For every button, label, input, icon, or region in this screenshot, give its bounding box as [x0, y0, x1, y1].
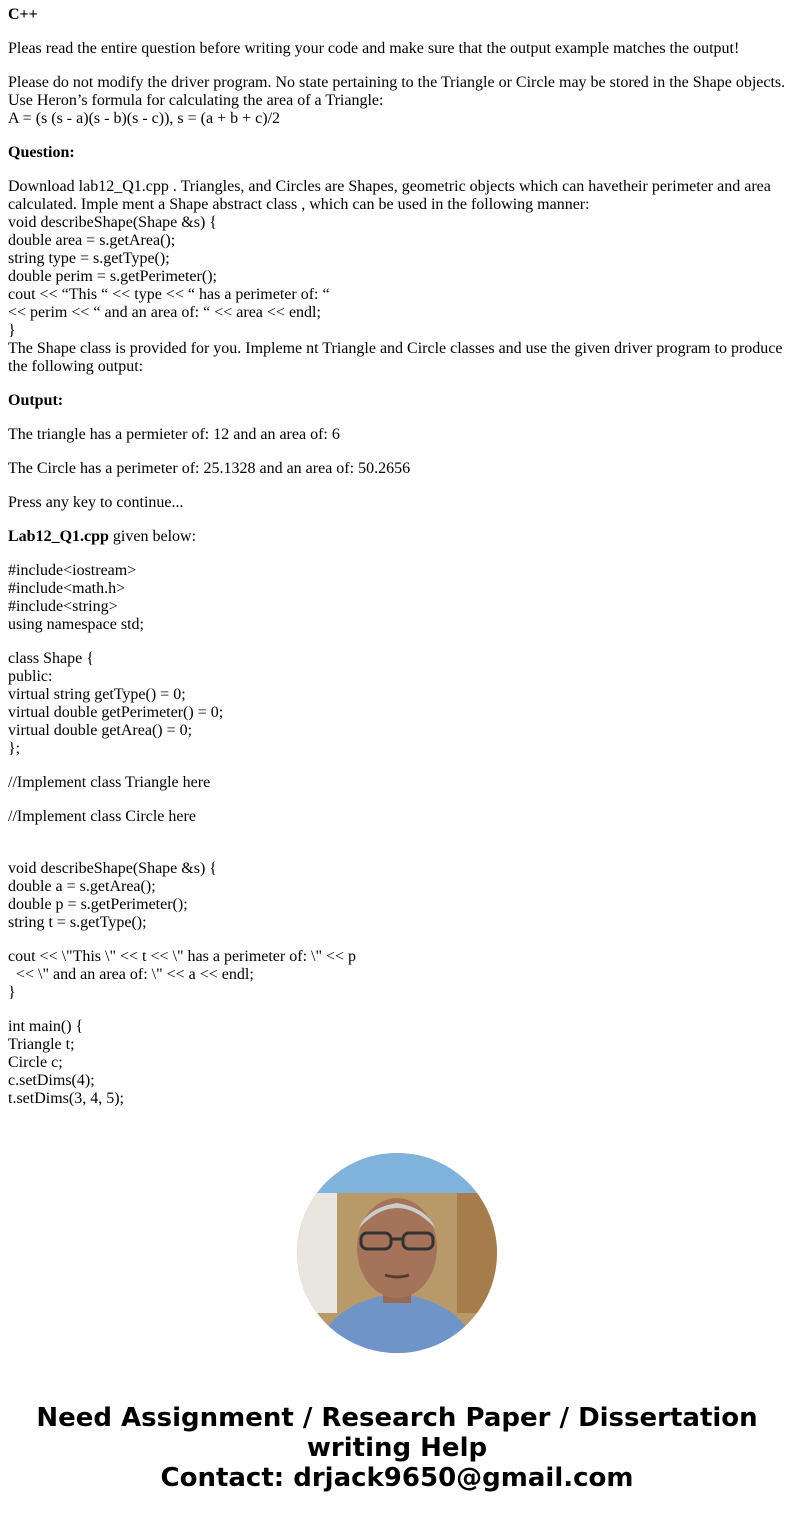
file-name: Lab12_Q1.cpp [8, 528, 109, 545]
text-line: Circle c; [8, 1054, 63, 1071]
paragraph [8, 808, 788, 826]
text-line: cout << \"This \" << t << \" has a perimeter of: \" << p [8, 948, 357, 965]
text-line: Triangle t; [8, 1036, 75, 1053]
text-line: The triangle has a permieter of: 12 and an area of: 6 [8, 426, 340, 443]
text-line: virtual string getType() = 0; [8, 686, 186, 703]
text-line: Pleas read the entire question before writing your code and make sure that the output example matches the output! [8, 40, 740, 57]
paragraph [8, 426, 788, 444]
text-line: void describeShape(Shape &s) { [8, 860, 217, 877]
paragraph [8, 74, 788, 128]
paragraph [8, 144, 788, 162]
text-line: C++ [8, 6, 38, 23]
text-line: double area = s.getArea(); [8, 232, 176, 249]
text-line: Download lab12_Q1.cpp . Triangles, and Circles are Shapes, geometric objects which can havetheir perimeter and area calculated. Imple ment a Shape abstract class , which can be used in the following manner: [8, 178, 775, 213]
paragraph [8, 528, 788, 546]
paragraph [8, 1018, 788, 1108]
text-line: The Shape class is provided for you. Impleme nt Triangle and Circle classes and use the given driver program to produce the following output: [8, 340, 787, 375]
tutor-photo [297, 1153, 497, 1353]
text-line: #include<string> [8, 598, 118, 615]
paragraph [8, 562, 788, 634]
text-line: } [8, 984, 16, 1001]
text-line: virtual double getArea() = 0; [8, 722, 193, 739]
question-document [8, 6, 788, 1124]
text-line: //Implement class Circle here [8, 808, 196, 825]
text-line: double p = s.getPerimeter(); [8, 896, 188, 913]
paragraph [8, 494, 788, 512]
paragraph [8, 392, 788, 410]
paragraph [8, 178, 788, 376]
text-line: << \" and an area of: \" << a << endl; [8, 966, 254, 983]
text-line: class Shape { [8, 650, 94, 667]
text-line: cout << “This “ << type << “ has a perimeter of: “ [8, 286, 330, 303]
text-line: public: [8, 668, 53, 685]
text-line: string t = s.getType(); [8, 914, 147, 931]
text-line: Use Heron’s formula for calculating the area of a Triangle: [8, 92, 384, 109]
paragraph [8, 650, 788, 758]
paragraph [8, 860, 788, 932]
text-line: Press any key to continue... [8, 494, 184, 511]
text-line: using namespace std; [8, 616, 144, 633]
text-line: << perim << “ and an area of: “ << area << endl; [8, 304, 321, 321]
text-line: Please do not modify the driver program. No state pertaining to the Triangle or Circle may be stored in the Shape objects. [8, 74, 786, 91]
text-line: }; [8, 740, 21, 757]
contact-footer [0, 1403, 794, 1493]
text-line: The Circle has a perimeter of: 25.1328 and an area of: 50.2656 [8, 460, 411, 477]
text-line: #include<math.h> [8, 580, 126, 597]
text: given below: [112, 528, 197, 545]
text-line: Question: [8, 144, 75, 161]
text-line: c.setDims(4); [8, 1072, 95, 1089]
paragraph [8, 948, 788, 1002]
paragraph [8, 40, 788, 58]
text-line: //Implement class Triangle here [8, 774, 211, 791]
text-line: #include<iostream> [8, 562, 137, 579]
footer-contact: Contact: drjack9650@gmail.com [160, 1463, 634, 1493]
text-line: double a = s.getArea(); [8, 878, 156, 895]
text-line: void describeShape(Shape &s) { [8, 214, 217, 231]
paragraph [8, 6, 788, 24]
text-line: t.setDims(3, 4, 5); [8, 1090, 124, 1107]
text-line: int main() { [8, 1018, 84, 1035]
footer-line-1: Need Assignment / Research Paper / Dissertation [36, 1403, 758, 1433]
footer-line-2: writing Help [306, 1433, 488, 1463]
text-line: virtual double getPerimeter() = 0; [8, 704, 224, 721]
paragraph [8, 774, 788, 792]
text-line: double perim = s.getPerimeter(); [8, 268, 217, 285]
text-line: } [8, 322, 16, 339]
text-line [8, 528, 788, 546]
text-line: A = (s (s - a)(s - b)(s - c)), s = (a + b + c)/2 [8, 110, 281, 127]
text-line: string type = s.getType(); [8, 250, 170, 267]
text-line: Output: [8, 392, 64, 409]
paragraph [8, 460, 788, 478]
